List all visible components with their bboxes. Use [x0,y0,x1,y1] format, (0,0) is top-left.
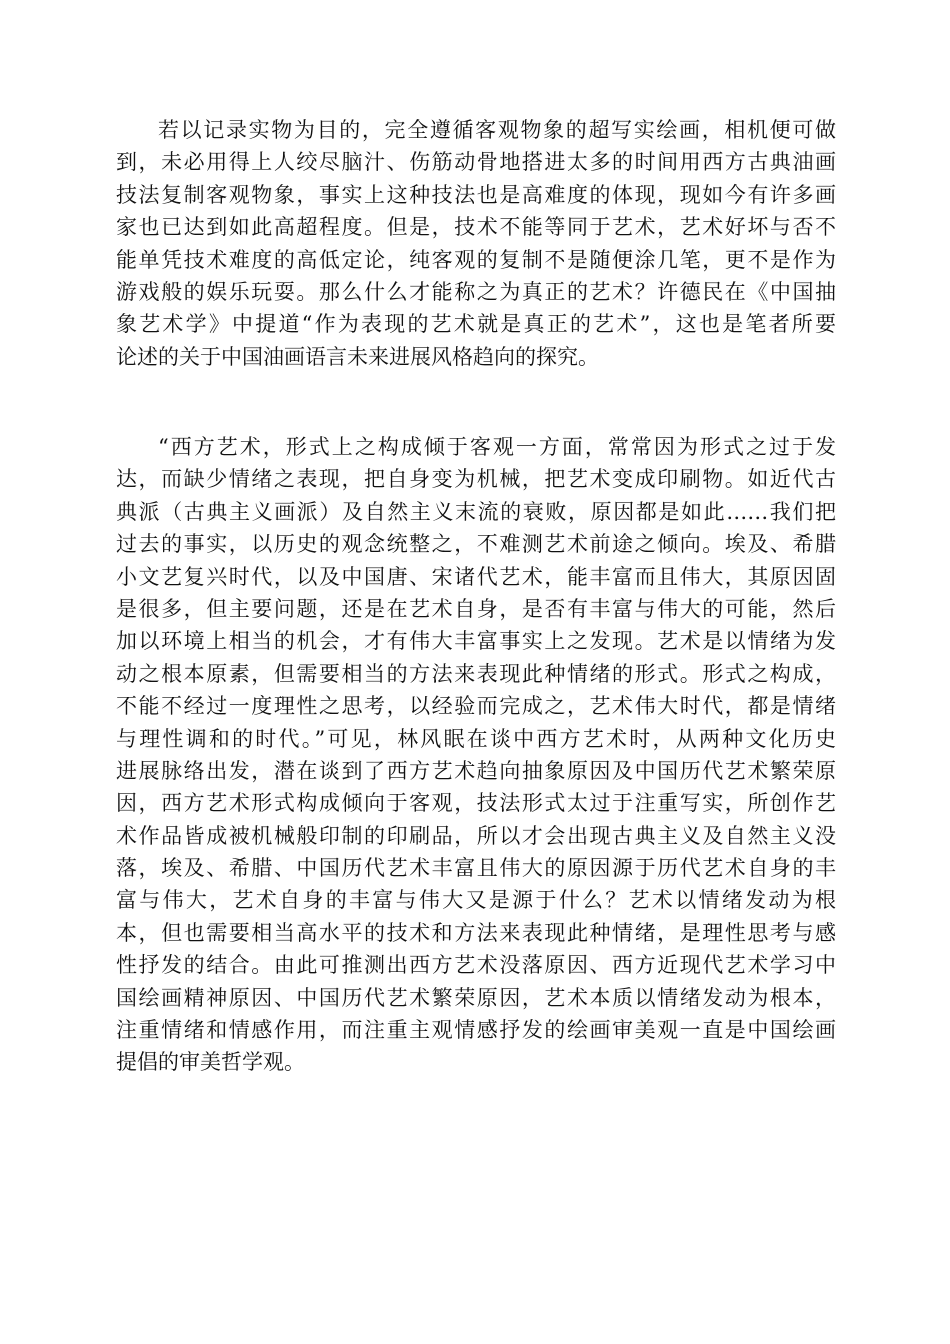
paragraph-line: 加以环境上相当的机会，才有伟大丰富事实上之发现。艺术是以情绪为发 [116,629,836,654]
paragraph-line: 典派（古典主义画派）及自然主义末流的衰败，原因都是如此……我们把 [116,499,836,524]
paragraph-line: 到，未必用得上人绞尽脑汁、伤筋动骨地搭进太多的时间用西方古典油画 [116,150,836,175]
paragraph-line: 因，西方艺术形式构成倾向于客观，技法形式太过于注重写实，所创作艺 [116,791,836,816]
paragraph-line: “西方艺术，形式上之构成倾于客观一方面，常常因为形式之过于发 [158,435,836,459]
paragraph-line: 小文艺复兴时代，以及中国唐、宋诸代艺术，能丰富而且伟大，其原因固 [116,564,836,589]
paragraph-line: 论述的关于中国油画语言未来进展风格趋向的探究。 [116,344,599,369]
paragraph-line: 是很多，但主要问题，还是在艺术自身，是否有丰富与伟大的可能，然后 [116,596,836,621]
paragraph-line: 性抒发的结合。由此可推测出西方艺术没落原因、西方近现代艺术学习中 [116,953,836,978]
paragraph-line: 达，而缺少情绪之表现，把自身变为机械，把艺术变成印刷物。如近代古 [116,467,836,492]
paragraph-line: 与理性调和的时代。”可见，林风眠在谈中西方艺术时，从两种文化历史 [116,726,836,751]
paragraph-line: 富与伟大，艺术自身的丰富与伟大又是源于什么？艺术以情绪发动为根 [116,888,836,913]
paragraph-line: 本，但也需要相当高水平的技术和方法来表现此种情绪，是理性思考与感 [116,920,836,945]
paragraph-line: 国绘画精神原因、中国历代艺术繁荣原因，艺术本质以情绪发动为根本， [116,985,836,1010]
paragraph-line: 不能不经过一度理性之思考，以经验而完成之，艺术伟大时代，都是情绪 [116,694,836,719]
paragraph-line: 家也已达到如此高超程度。但是，技术不能等同于艺术，艺术好坏与否不 [116,215,836,240]
paragraph-line: 进展脉络出发，潜在谈到了西方艺术趋向抽象原因及中国历代艺术繁荣原 [116,758,836,783]
paragraph-1 [116,114,836,373]
paragraph-line: 落，埃及、希腊、中国历代艺术丰富且伟大的原因源于历代艺术自身的丰 [116,856,836,881]
paragraph-line: 技法复制客观物象，事实上这种技法也是高难度的体现，现如今有许多画 [116,182,836,207]
paragraph-line: 注重情绪和情感作用，而注重主观情感抒发的绘画审美观一直是中国绘画 [116,1018,836,1043]
paragraph-line: 能单凭技术难度的高低定论，纯客观的复制不是随便涂几笔，更不是作为 [116,247,836,272]
paragraph-line: 象艺术学》中提道“作为表现的艺术就是真正的艺术”，这也是笔者所要 [116,312,836,337]
paragraph-line: 若以记录实物为目的，完全遵循客观物象的超写实绘画，相机便可做 [158,118,836,142]
paragraph-2 [116,431,836,1079]
paragraph-line: 动之根本原素，但需要相当的方法来表现此种情绪的形式。形式之构成， [116,661,836,686]
paragraph-line: 提倡的审美哲学观。 [116,1050,305,1075]
paragraph-line: 过去的事实，以历史的观念统整之，不难测艺术前途之倾向。埃及、希腊 [116,532,836,557]
paragraph-line: 游戏般的娱乐玩耍。那么什么才能称之为真正的艺术？许德民在《中国抽 [116,279,836,304]
paragraph-line: 术作品皆成被机械般印制的印刷品，所以才会出现古典主义及自然主义没 [116,823,836,848]
